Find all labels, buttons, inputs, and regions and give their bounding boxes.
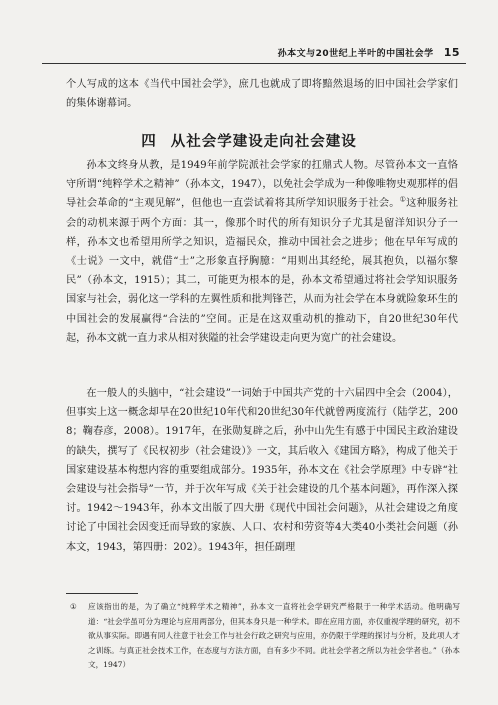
paragraph-2 <box>66 384 458 557</box>
footnote-reference[interactable]: ① <box>399 196 407 205</box>
paragraph-1 <box>66 156 458 348</box>
paragraph-1-part-1: 孙本文终身从教，是1949年前学院派社会学家的扛鼎式人物。尽管孙本文一直恪守所谓“纯粹学术之精神”（孙本文，1947），以免社会学成为一种像唯物史观那样的倡导社会革命的“主观见解”，但他也一直尝试着将其所学知识服务于社会。 <box>66 160 458 210</box>
paragraph-1-text <box>66 156 458 348</box>
header-rule <box>42 63 466 64</box>
section-heading <box>0 130 498 151</box>
paragraph-1-part-2: 这种服务社会的动机来源于两个方面：其一，像那个时代的所有知识分子尤其是留洋知识分子一样，孙本文也希望用所学之知识，造福民众，推动中国社会之进步；他在早年写成的《士说》一文中，就借“士”之形象直抒胸臆：“用则出其经纶，展其抱负，以福尔黎民”（孙本文，1915）；其二，可能更为根本的是，孙本文希望通过将社会学知识服务国家与社会，弱化这一学科的左翼性质和批判锋芒，从而为社会学在本身就险象环生的中国社会的发展赢得“合法的”空间。正是在这双重动机的推动下，自20世纪30年代起，孙本文就一直力求从相对狭隘的社会学建设走向更为宽广的社会建设。 <box>66 198 459 344</box>
lead-paragraph <box>66 75 458 113</box>
lead-text: 个人写成的这本《当代中国社会学》，庶几也就成了即将黯然退场的旧中国社会学家们的集体谢幕词。 <box>66 79 458 110</box>
footnote-text: 应该指出的是，为了确立“纯粹学术之精神”，孙本文一直将社会学研究严格限于一种学术活动。他明确写道：“社会学虽可分为理论与应用两部分，但其本身只是一种学术。即在应用方面，亦仅重视学理的研究，初不欲从事实际。即遇有同人往意于社会工作与社会行政之研究与应用，亦仍限于学理的探讨与分析，及此项人才之训练。与真正社会技术工作，在态度与方法方面，自有多少不同。此社会学者之所以为社会学者也。”（孙本文，1947） <box>88 602 460 669</box>
section-title: 从社会学建设走向社会建设 <box>170 134 357 150</box>
section-number: 四 <box>141 134 157 150</box>
page-number: 15 <box>443 46 460 59</box>
footnote <box>70 600 460 673</box>
footnote-rule <box>66 593 138 594</box>
running-header <box>278 46 460 59</box>
running-title: 孙本文与20世纪上半叶的中国社会学 <box>277 49 434 59</box>
footnote-marker: ① <box>70 602 77 611</box>
paragraph-2-text: 在一般人的头脑中，“社会建设”一词始于中国共产党的十六届四中全会（2004），但事实上这一概念却早在20世纪10年代和20世纪30年代就曾两度流行（陆学艺，2008；鞠春彦，2008）。1917年，在张勋复辟之后，孙中山先生有感于中国民主政治建设的缺失，撰写了《民权初步（社会建设）》一文，其后收入《建国方略》，构成了他关于国家建设基本构想内容的重要组成部分。1935年，孙本文在《社会学原理》中专辟“社会建设与社会指导”一节，并于次年写成《关于社会建设的几个基本问题》，再作深入探讨。1942～1943年，孙本文出版了四大册《现代中国社会问题》，从社会建设之角度讨论了中国社会因变迁而导致的家族、人口、农村和劳资等4大类40小类社会问题（孙本文，1943，第四册：202）。1943年，担任副理 <box>66 388 458 553</box>
